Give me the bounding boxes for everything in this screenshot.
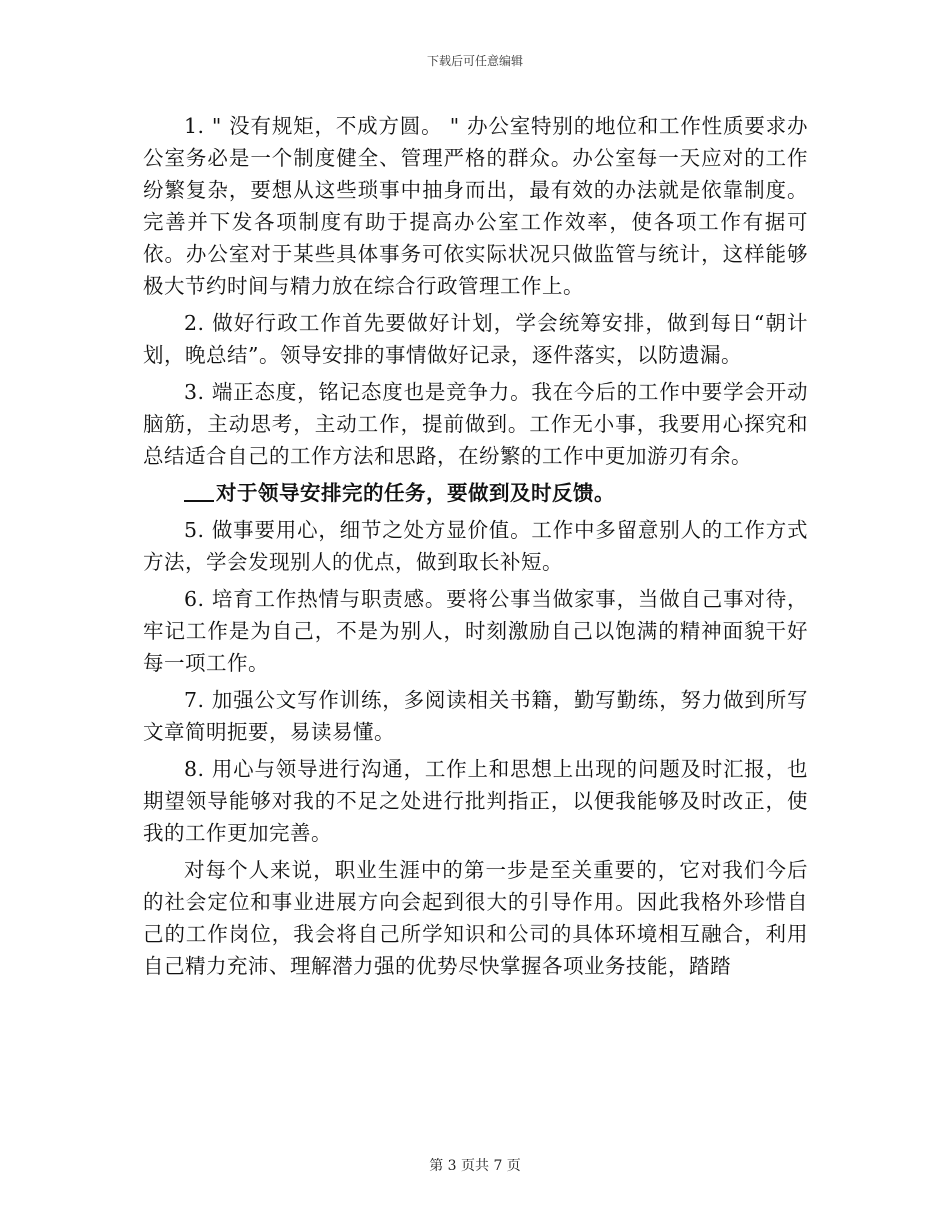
paragraph-5: 5. 做事要用心，细节之处方显价值。工作中多留意别人的工作方式方法，学会发现别人的优点，做到取长补短。 <box>143 518 808 574</box>
paragraph-2: 2. 做好行政工作首先要做好计划，学会统筹安排，做到每日“朝计划，晚总结”。领导安排的事情做好记录，逐件落实，以防遗漏。 <box>143 311 808 367</box>
paragraph-6: 6. 培育工作热情与职责感。要将公事当做家事，当做自己事对待，牢记工作是为自己，不是为别人，时刻激励自己以饱满的精神面貌干好每一项工作。 <box>143 587 808 675</box>
page-header-note: 下载后可任意编辑 <box>426 54 523 68</box>
paragraph-4-bold <box>143 477 808 509</box>
paragraph-9: 对每个人来说，职业生涯中的第一步是至关重要的，它对我们今后的社会定位和事业进展方向会起到很大的引导作用。因此我格外珍惜自己的工作岗位，我会将自己所学知识和公司的具体环境相互融合，利用自己精力充沛、理解潜力强的优势尽快掌握各项业务技能，踏踏 <box>143 858 808 978</box>
page-number-footer: 第 3 页共 7 页 <box>429 1158 521 1174</box>
document-body <box>143 110 808 987</box>
paragraph-7: 7. 加强公文写作训练，多阅读相关书籍，勤写勤练，努力做到所写文章简明扼要，易读易懂。 <box>143 688 808 744</box>
paragraph-4-text: 对于领导安排完的任务，要做到及时反馈。 <box>216 481 615 505</box>
fill-in-blank-line <box>184 480 214 502</box>
paragraph-3: 3. 端正态度，铭记态度也是竞争力。我在今后的工作中要学会开动脑筋，主动思考，主动工作，提前做到。工作无小事，我要用心探究和总结适合自己的工作方法和思路，在纷繁的工作中更加游刃有余。 <box>143 380 808 468</box>
paragraph-1: 1. " 没有规矩，不成方圆。 " 办公室特别的地位和工作性质要求办公室务必是一个制度健全、管理严格的群众。办公室每一天应对的工作纷繁复杂，要想从这些琐事中抽身而出，最有效的办法就是依靠制度。完善并下发各项制度有助于提高办公室工作效率，使各项工作有据可依。办公室对于某些具体事务可依实际状况只做监管与统计，这样能够极大节约时间与精力放在综合行政管理工作上。 <box>143 114 808 298</box>
paragraph-8: 8. 用心与领导进行沟通，工作上和思想上出现的问题及时汇报，也期望领导能够对我的不足之处进行批判指正，以便我能够及时改正，使我的工作更加完善。 <box>143 757 808 845</box>
